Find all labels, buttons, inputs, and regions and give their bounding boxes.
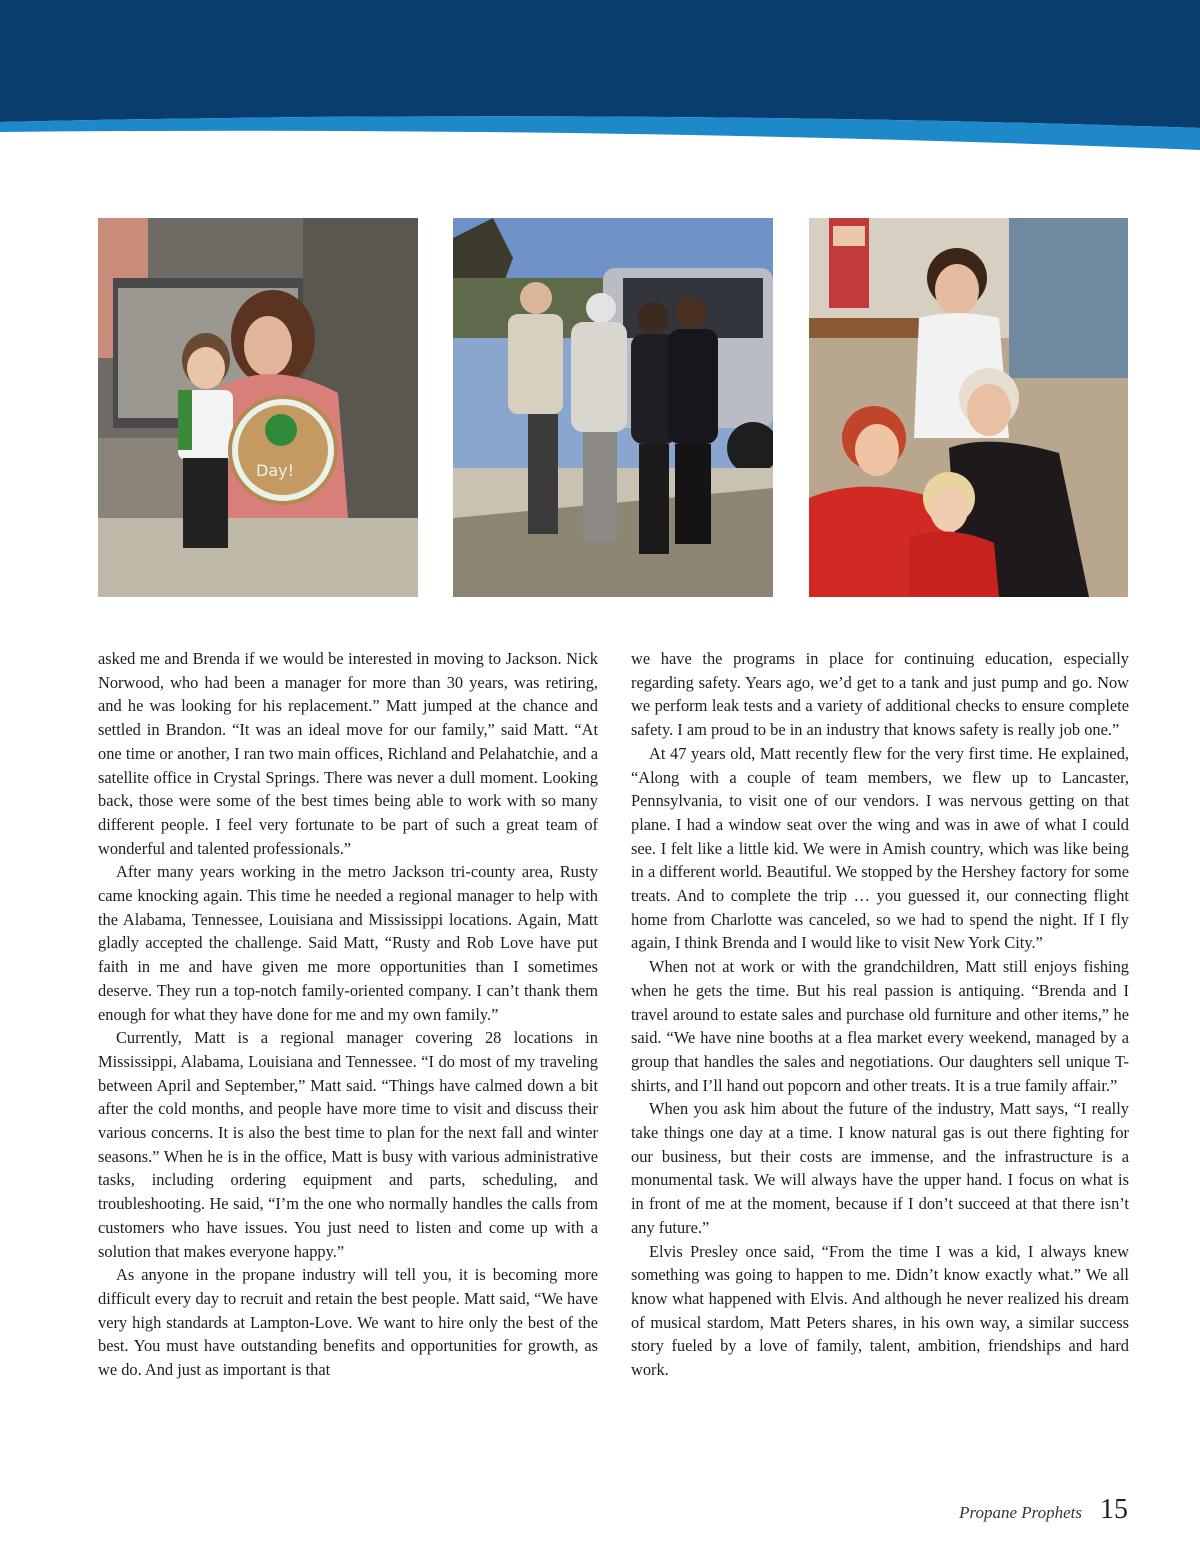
photo-woman-boy-cookie-cake [98,218,418,597]
page-number: 15 [1100,1494,1128,1525]
header-navy-shape [0,0,1200,128]
paragraph: Elvis Presley once said, “From the time I was a kid, I always knew something was going to happen to me. Didn’t know exactly what.” We all know what happened with Elvis. And although he never realized his dream of musical stardom, Matt Peters shares, in his own way, a similar success story fueled by a love of family, talent, ambition, friendships and hard work. [631,1241,1129,1380]
paragraph: After many years working in the metro Jackson tri-county area, Rusty came knocking again. This time he needed a regional manager to help with the Alabama, Tennessee, Louisiana and Mississippi locations. Again, Matt gladly accepted the challenge. Said Matt, “Rusty and Rob Love have put faith in me and have given me more opportunities than I sometimes deserve. They run a top-notch family-oriented company. I can’t thank them enough for what they have done for me and my own family.” [98,862,598,1024]
paragraph: asked me and Brenda if we would be interested in moving to Jackson. Nick Norwood, who had been a manager for more than 30 years, was retiring, and he was looking for his replacement.” Matt jumped at the chance and settled in Brandon. “It was an ideal move for our family,” said Matt. “At one time or another, I ran two main offices, Richland and Pelahatchie, and a satellite office in Crystal Springs. There was never a dull moment. Looking back, those were some of the best times being able to work with so many different people. I feel very fortunate to be part of such a great team of wonderful and talented professionals.” [98,649,598,858]
paragraph: we have the programs in place for continuing education, especially regarding safety. Years ago, we’d get to a tank and just pump and go. Now we perform leak tests and a variety of additional checks to ensure complete safety. I am proud to be in an industry that knows safety is really job one.” [631,649,1129,740]
article-right-column [631,647,1129,1382]
paragraph: As anyone in the propane industry will tell you, it is becoming more difficult every day to recruit and retain the best people. Matt said, “We have very high standards at Lampton-Love. We want to hire only the best of the best. You must have outstanding benefits and opportunities for growth, as we do. And just as important is that [98,1265,598,1380]
paragraph: When not at work or with the grandchildren, Matt still enjoys fishing when he gets the time. But his real passion is antiquing. “Brenda and I travel around to estate sales and purchase old furniture and other items,” he said. “We have nine booths at a flea market every weekend, managed by a group that handles the sales and negotiations. Our daughters sell unique T-shirts, and I’ll hand out popcorn and other treats. It is a true family affair.” [631,957,1129,1095]
photo-icon [809,218,1128,597]
paragraph: When you ask him about the future of the industry, Matt says, “I really take things one day at a time. I know natural gas is out there fighting for our business, but their costs are immense, and the infrastructure is a monumental task. We will always have the upper hand. I focus on what is in front of me at the moment, because if I don’t succeed at that there isn’t any future.” [631,1099,1129,1237]
photo-icon [453,218,773,597]
header-band [0,0,1200,150]
paragraph: At 47 years old, Matt recently flew for the very first time. He explained, “Along with a couple of team members, we flew up to Lancaster, Pennsylvania, to visit one of our vendors. I was nervous getting on that plane. I had a window seat over the wing and was in awe of what I could see. I felt like a little kid. We were in Amish country, which was like being in a different world. Beautiful. We stopped by the Hershey factory for some treats. And to complete the trip … you guessed it, our connecting flight home from Charlotte was canceled, so we had to spend the night. If I fly again, I think Brenda and I would like to visit New York City.” [631,743,1129,953]
photo-group-outdoors-by-truck [453,218,773,597]
article-left-column [98,647,598,1382]
svg-text:Day!: Day! [256,461,295,480]
magazine-title: Propane Prophets [959,1503,1082,1522]
photo-icon [98,218,418,597]
photo-family-vintage [809,218,1128,597]
page-footer [959,1494,1128,1526]
paragraph: Currently, Matt is a regional manager covering 28 locations in Mississippi, Alabama, Louisiana and Tennessee. “I do most of my traveling between April and September,” Matt said. “Things have calmed down a bit after the cold months, and people have more time to visit and discuss their various concerns. It is also the best time to plan for the next fall and winter seasons.” When he is in the office, Matt is busy with various administrative tasks, including ordering equipment and parts, scheduling, and troubleshooting. He said, “I’m the one who normally handles the calls from customers who have issues. You just need to listen and come up with a solution that makes everyone happy.” [98,1028,598,1261]
